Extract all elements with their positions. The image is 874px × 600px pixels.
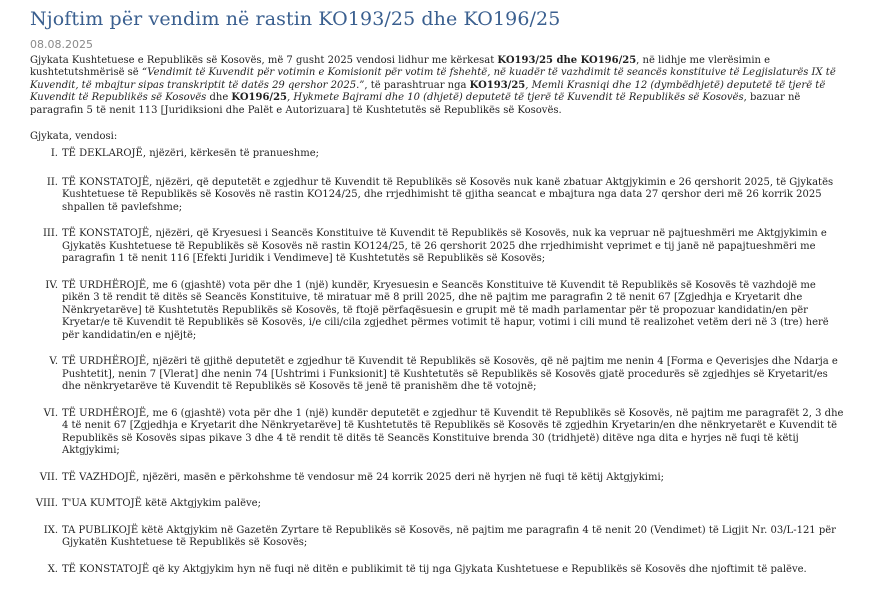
decision-quote: “Vendimit të Kuvendit për votimin e Komisionit për votim të fshehtë, në kuadër të vazhdimit të seancës konstituive të Legjislaturës IX të Kuvendit, të mbajtur sipas transkriptit të datës 29 qershor 2025.” bbox=[30, 67, 836, 91]
decision-item bbox=[30, 148, 844, 161]
item-number: VII. bbox=[39, 471, 58, 483]
applicants-ko196: , Hykmete Bajrami dhe 10 (dhjetë) deputetë të tjerë të Kuvendit të Republikës së Kosovës bbox=[287, 92, 744, 104]
item-number: I. bbox=[50, 148, 58, 160]
item-text: TË KONSTATOJË, njëzëri, që Kryesuesi i Seancës Konstituive të Kuvendit të Republikës së Kosovës, nuk ka vepruar në pajtueshmëri me Aktgjykimin e Gjykatës Kushtetuese të Republikës së Kosovës në rastin KO124/25, të 26 qershorit 2025 dhe rrjedhimisht veprimet e tij janë në papajtueshmëri me paragrafin 1 të nenit 116 [Efekti Juridik i Vendimeve] të Kushtetutës së Republikës së Kosovës; bbox=[62, 228, 827, 265]
item-number: V. bbox=[49, 356, 58, 368]
decides-heading: Gjykata, vendosi: bbox=[30, 131, 118, 143]
item-number: VIII. bbox=[35, 498, 58, 510]
item-number: VI. bbox=[43, 407, 58, 419]
item-text: TË VAZHDOJË, njëzëri, masën e përkohshme të vendosur më 24 korrik 2025 deri në hyrjen në fuqi të këtij Aktgjykimi; bbox=[62, 471, 665, 483]
item-text: T'UA KUMTOJË këtë Aktgjykim palëve; bbox=[62, 498, 261, 510]
decision-item bbox=[30, 408, 844, 458]
item-number: IV. bbox=[45, 279, 58, 291]
item-number: IX. bbox=[43, 524, 58, 536]
item-number: III. bbox=[42, 228, 58, 240]
item-number: II. bbox=[46, 176, 58, 188]
publish-date: 08.08.2025 bbox=[30, 38, 93, 51]
item-number: X. bbox=[47, 563, 58, 575]
intro-paragraph bbox=[30, 55, 844, 117]
decision-item bbox=[30, 177, 844, 215]
decision-list bbox=[30, 148, 844, 576]
intro-text-2: , në lidhje me vlerësimin e kushtetutshmërisë së bbox=[30, 55, 771, 79]
intro-text-3: , të parashtruar nga bbox=[364, 79, 470, 91]
decision-item bbox=[30, 472, 844, 485]
intro-text-1: Gjykata Kushtetuese e Republikës së Kosovës, më 7 gusht 2025 vendosi lidhur me kërkesat bbox=[30, 55, 498, 66]
decision-item bbox=[30, 564, 844, 577]
case-numbers-bold: KO193/25 dhe KO196/25 bbox=[497, 55, 637, 66]
item-text: TË DEKLAROJË, njëzëri, kërkesën të pranueshme; bbox=[62, 148, 319, 160]
intro-text-5: , bazuar në paragrafin 5 të nenit 113 [Juridiksioni dhe Palët e Autorizuara] të Kushtetutës së Republikës së Kosovës. bbox=[30, 92, 801, 116]
decision-item bbox=[30, 498, 844, 511]
applicants-ko193: , Memli Krasniqi dhe 12 (dymbëdhjetë) deputetë të tjerë të Kuvendit të Republikës së Kosovës bbox=[30, 79, 826, 104]
case-ko196-bold: KO196/25 bbox=[231, 92, 287, 104]
case-ko193-bold: KO193/25 bbox=[469, 79, 526, 91]
decision-item bbox=[30, 228, 844, 266]
decision-item bbox=[30, 356, 844, 394]
item-text: TË URDHËROJË, me 6 (gjashtë) vota për dhe 1 (një) kundër, Kryesuesin e Seancës Konstituive të Kuvendit të Republikës së Kosovës të vazhdojë me pikën 3 të rendit të ditës së Seancës Konstituive, të miratuar më 8 prill 2025, dhe në pajtim me paragrafin 2 të nenit 67 [Zgjedhja e Kryetarit dhe Nënkryetarëve] të Kushtetutës Republikës së Kosovës, të ftojë përfaqësuesin e grupit më të madh parlamentar për të propozuar kandidatin/en për Kryetar/e të Kuvendit të Republikës së Kosovës, i/e cili/cila zgjedhet përmes votimit të hapur, votimi i cili mund të realizohet vetëm deri në 3 (tre) herë për kandidatin/en e njëjtë; bbox=[62, 279, 829, 341]
item-text: TË URDHËROJË, njëzëri të gjithë deputetët e zgjedhur të Kuvendit të Republikës së Kosovës, që në pajtim me nenin 4 [Forma e Qeverisjes dhe Ndarja e Pushtetit], nenin 7 [Vlerat] dhe nenin 74 [Ushtrimi i Funksionit] të Kushtetutës së Republikës së Kosovës gjatë procedurës së zgjedhjes së Kryetarit/es dhe nënkryetarëve të Kuvendit të Republikës së Kosovës të jenë të pranishëm dhe të votojnë; bbox=[62, 356, 838, 393]
page-title: Njoftim për vendim në rastin KO193/25 dhe KO196/25 bbox=[30, 8, 561, 30]
intro-text-4: dhe bbox=[206, 92, 232, 104]
item-text: TË KONSTATOJË, njëzëri, që deputetët e zgjedhur të Kuvendit të Republikës së Kosovës nuk kanë zbatuar Aktgjykimin e 26 qershorit 2025, të Gjykatës Kushtetuese të Republikës së Kosovës në rastin KO124/25, dhe rrjedhimisht të gjitha seancat e mbajtura nga data 27 qershor deri më 26 korrik 2025 shpallen të pavlefshme; bbox=[62, 176, 834, 213]
item-text: TË URDHËROJË, me 6 (gjashtë) vota për dhe 1 (një) kundër deputetët e zgjedhur të Kuvendit të Republikës së Kosovës, në pajtim me paragrafët 2, 3 dhe 4 të nenit 67 [Zgjedhja e Kryetarit dhe Nënkryetarëve] të Kushtetutës të Republikës së Kosovës të zgjedhin Kryetarin/en dhe nënkryetarët e Kuvendit të Republikës së Kosovës sipas pikave 3 dhe 4 të rendit të ditës të Seancës Konstituive brenda 30 (tridhjetë) ditëve nga dita e hyrjes në fuqi të këtij Aktgjykimi; bbox=[62, 407, 844, 457]
decision-item bbox=[30, 280, 844, 343]
decision-item bbox=[30, 525, 844, 550]
item-text: TA PUBLIKOJË këtë Aktgjykim në Gazetën Zyrtare të Republikës së Kosovës, në pajtim me paragrafin 4 të nenit 20 (Vendimet) të Ligjit Nr. 03/L-121 për Gjykatën Kushtetuese të Republikës së Kosovës; bbox=[62, 524, 836, 549]
item-text: TË KONSTATOJË që ky Aktgjykim hyn në fuqi në ditën e publikimit të tij nga Gjykata Kushtetuese e Republikës së Kosovës dhe njoftimit të palëve. bbox=[62, 563, 807, 575]
